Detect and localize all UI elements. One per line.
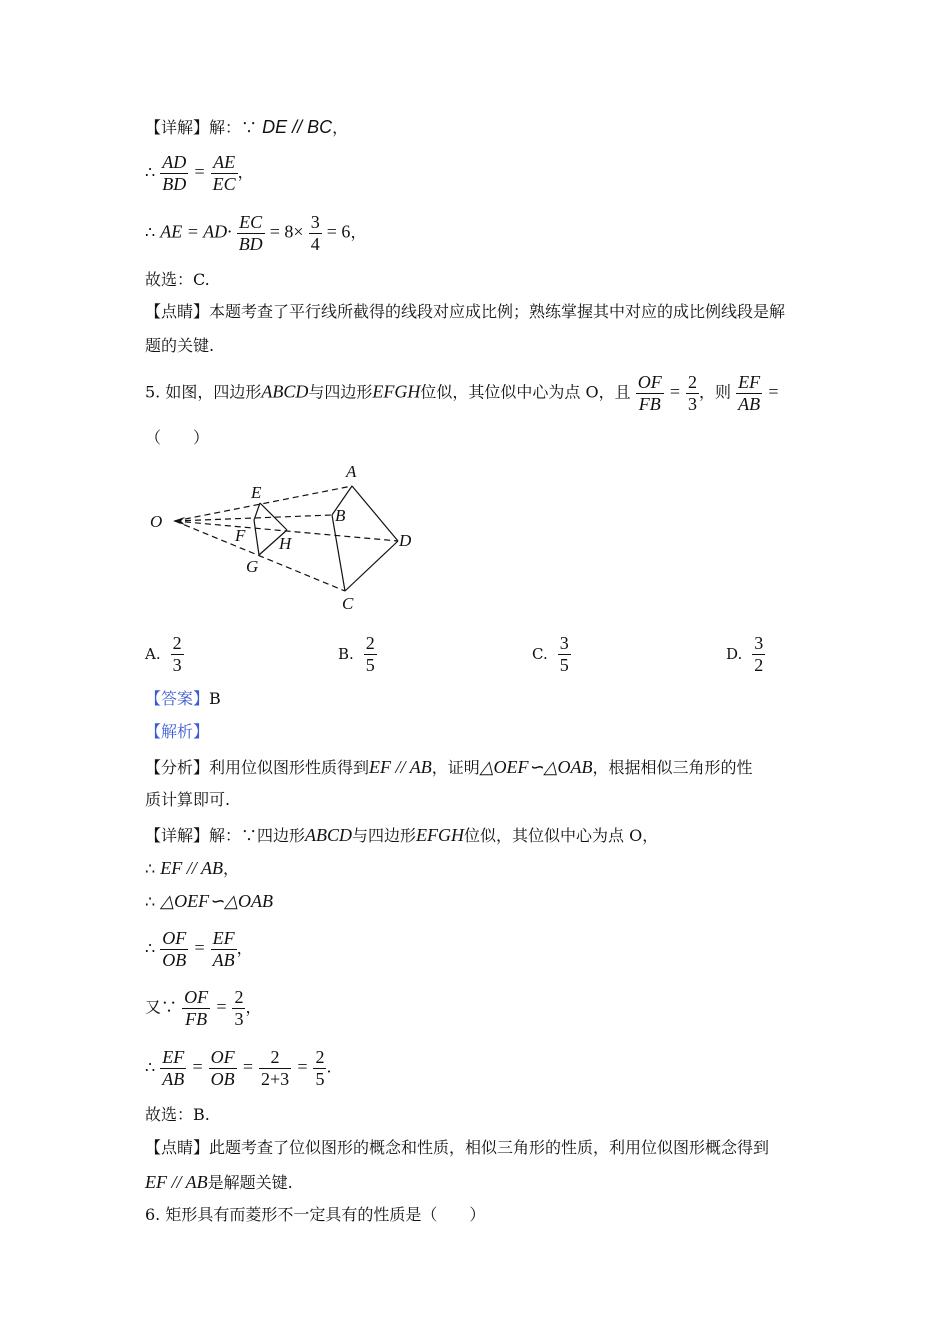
option-label: C. bbox=[532, 645, 548, 664]
comma: ， bbox=[350, 222, 367, 242]
denominator: FB bbox=[638, 393, 661, 414]
denominator: 2 bbox=[754, 654, 764, 675]
denominator: 3 bbox=[688, 393, 698, 414]
answer-paren: （ ） bbox=[145, 428, 210, 447]
quad-efgh: EFGH bbox=[416, 825, 465, 845]
detail5-line4 bbox=[145, 928, 253, 970]
therefore-symbol: ∴ bbox=[145, 938, 156, 958]
fenxi-line1 bbox=[145, 758, 752, 776]
equals-sign: = bbox=[767, 381, 780, 402]
denominator: OB bbox=[162, 949, 187, 970]
side-fg bbox=[254, 520, 259, 555]
numerator: OF bbox=[637, 372, 662, 392]
therefore-symbol: ∴ bbox=[145, 162, 156, 182]
option-c[interactable] bbox=[532, 633, 571, 675]
numerator: OF bbox=[210, 1047, 235, 1067]
stem-text: 矩形具有而菱形不一定具有的性质是（ ） bbox=[165, 1205, 486, 1224]
fraction-of-fb bbox=[182, 987, 210, 1029]
label-a: A bbox=[346, 462, 357, 481]
quad-efgh: EFGH bbox=[372, 381, 421, 402]
analysis-tag: 【解析】 bbox=[145, 722, 210, 741]
stem-text: 如图，四边形 bbox=[165, 382, 262, 402]
denominator: 5 bbox=[315, 1068, 325, 1089]
option-b[interactable] bbox=[338, 633, 377, 675]
expr-ae-ad: AE = AD· bbox=[160, 221, 232, 242]
option-label: D. bbox=[726, 645, 743, 664]
ray-oc bbox=[175, 521, 345, 591]
numerator: 2 bbox=[688, 372, 698, 392]
hint-tag: 【点睛】 bbox=[145, 302, 210, 321]
fraction-2-over-2-plus-3 bbox=[259, 1047, 291, 1089]
numerator: OF bbox=[162, 928, 187, 948]
therefore-symbol: ∴ bbox=[145, 1057, 156, 1077]
label-f: F bbox=[235, 526, 246, 545]
numerator: 2 bbox=[259, 1047, 291, 1069]
similar-triangles: △OEF∽△OAB bbox=[479, 757, 593, 777]
fraction-ae-ec bbox=[211, 152, 238, 194]
detail5-line6 bbox=[145, 1047, 332, 1089]
hint-prev-line2: 题的关键. bbox=[145, 336, 215, 355]
denominator: BD bbox=[162, 173, 187, 194]
fenxi-text: ，根据相似三角形的性 bbox=[592, 758, 753, 777]
denominator: FB bbox=[185, 1008, 208, 1029]
parallel-ef-ab: EF // AB bbox=[369, 757, 432, 777]
detail-text: 与四边形 bbox=[352, 826, 417, 845]
fraction-ef-ab bbox=[211, 928, 237, 970]
answer-tag: 【答案】 bbox=[145, 689, 210, 708]
hint-prev-line1 bbox=[145, 304, 785, 320]
denominator: AB bbox=[212, 949, 235, 970]
numerator: 2 bbox=[234, 987, 244, 1007]
option-fraction bbox=[364, 633, 377, 675]
denominator: 3 bbox=[172, 654, 182, 675]
numerator: EF bbox=[212, 928, 235, 948]
fraction-of-fb bbox=[636, 372, 664, 414]
answer-line bbox=[145, 691, 221, 707]
numerator: 3 bbox=[559, 633, 569, 653]
stem-text: 与四边形 bbox=[308, 382, 373, 402]
hint-text: 本题考查了平行线所截得的线段对应成比例；熟练掌握其中对应的成比例线段是解 bbox=[209, 302, 786, 321]
equals-sign: = bbox=[215, 996, 228, 1017]
numerator: OF bbox=[184, 987, 209, 1007]
fraction-ec-bd bbox=[237, 212, 265, 254]
option-fraction bbox=[752, 633, 765, 675]
option-a[interactable] bbox=[145, 633, 184, 675]
numerator: AD bbox=[162, 152, 187, 172]
choose-c: 故选：C. bbox=[145, 270, 210, 289]
numerator: 2 bbox=[172, 633, 182, 653]
hint-text: 是解题关键. bbox=[207, 1173, 293, 1192]
expr-result: = 6 bbox=[326, 221, 351, 242]
fraction-ad-bd bbox=[160, 152, 188, 194]
equals-sign: = bbox=[191, 1056, 204, 1077]
calc-line bbox=[145, 212, 366, 254]
option-fraction bbox=[558, 633, 571, 675]
label-c: C bbox=[342, 594, 354, 613]
equals-sign: = bbox=[296, 1056, 309, 1077]
parallel-ef-ab: EF // AB bbox=[145, 1172, 208, 1192]
fraction-2-5 bbox=[313, 1047, 326, 1089]
question-number: 5. bbox=[145, 382, 161, 402]
label-g: G bbox=[246, 557, 259, 576]
fraction-ef-ab bbox=[736, 372, 762, 414]
fraction-ef-ab bbox=[160, 1047, 186, 1089]
fenxi-text: ，证明 bbox=[431, 758, 480, 777]
equals-sign: = bbox=[668, 381, 681, 402]
comma: ， bbox=[245, 997, 262, 1017]
numerator: 3 bbox=[754, 633, 764, 653]
denominator: 3 bbox=[234, 1008, 244, 1029]
denominator: 5 bbox=[365, 654, 375, 675]
option-label: B. bbox=[338, 645, 354, 664]
therefore-symbol: ∴ bbox=[145, 222, 156, 242]
equals-sign: = bbox=[193, 937, 206, 958]
stem-text: ，则 bbox=[699, 382, 732, 402]
choose-b: 故选：B. bbox=[145, 1105, 210, 1124]
denominator: AB bbox=[162, 1068, 185, 1089]
numerator: AE bbox=[211, 152, 238, 174]
option-d[interactable] bbox=[726, 633, 765, 675]
label-o: O bbox=[150, 512, 163, 531]
detail5-line2 bbox=[145, 859, 239, 877]
fenxi-text: 利用位似图形性质得到 bbox=[209, 758, 370, 777]
hint5-line2 bbox=[145, 1173, 293, 1191]
fenxi-tag: 【分析】 bbox=[145, 758, 210, 777]
fraction-3-4 bbox=[309, 212, 322, 254]
comma: ， bbox=[222, 859, 239, 878]
therefore-symbol: ∴ bbox=[145, 892, 156, 911]
detail-text: 解：∵四边形 bbox=[209, 826, 306, 845]
side-da bbox=[352, 486, 398, 541]
stem-text: 位似，其位似中心为点 O，且 bbox=[420, 382, 631, 402]
denominator: OB bbox=[210, 1068, 235, 1089]
equals-sign: = bbox=[241, 1056, 254, 1077]
answer-value: B bbox=[209, 689, 221, 708]
similar-triangles: △OEF∽△OAB bbox=[160, 891, 274, 911]
comma: ， bbox=[237, 162, 254, 182]
detail-tag: 【详解】 bbox=[145, 826, 210, 845]
quad-abcd: ABCD bbox=[261, 381, 309, 402]
label-h: H bbox=[279, 534, 292, 553]
option-fraction bbox=[171, 633, 184, 675]
therefore-symbol: ∴ bbox=[145, 859, 156, 878]
denominator: BD bbox=[238, 233, 263, 254]
label-b: B bbox=[335, 506, 346, 525]
option-label: A. bbox=[145, 645, 161, 664]
fenxi-line2: 质计算即可. bbox=[145, 790, 231, 809]
detail-tag: 【详解】 bbox=[145, 118, 210, 137]
numerator: EC bbox=[237, 212, 265, 234]
hint5-line1 bbox=[145, 1140, 769, 1156]
label-d: D bbox=[399, 531, 412, 550]
period: . bbox=[326, 1057, 332, 1077]
fraction-2-3 bbox=[232, 987, 245, 1029]
homothety-figure bbox=[145, 455, 435, 615]
fraction-of-ob bbox=[160, 928, 188, 970]
question-number: 6. bbox=[145, 1205, 161, 1224]
denominator: EC bbox=[212, 173, 236, 194]
hint-tag: 【点睛】 bbox=[145, 1138, 210, 1157]
denominator: 2+3 bbox=[260, 1068, 290, 1089]
ratio-line bbox=[145, 152, 254, 194]
question-5-stem bbox=[145, 372, 779, 414]
detail5-line3 bbox=[145, 892, 273, 910]
numerator: 2 bbox=[315, 1047, 325, 1067]
premise-de-bc: DE // BC bbox=[262, 117, 333, 137]
side-he bbox=[260, 503, 287, 530]
detail5-line1 bbox=[145, 826, 658, 844]
denominator: AB bbox=[738, 393, 761, 414]
fraction-of-ob bbox=[209, 1047, 237, 1089]
label-e: E bbox=[251, 483, 262, 502]
hint-text: 此题考查了位似图形的概念和性质，相似三角形的性质，利用位似图形概念得到 bbox=[209, 1138, 770, 1157]
side-cd bbox=[345, 541, 398, 591]
detail-prev-line bbox=[145, 118, 348, 136]
detail-lead: 解：∵ bbox=[209, 118, 258, 137]
comma: ， bbox=[332, 118, 349, 137]
equals-sign: = bbox=[193, 161, 206, 182]
numerator: EF bbox=[162, 1047, 185, 1067]
numerator: 2 bbox=[365, 633, 375, 653]
side-bc bbox=[332, 515, 345, 591]
quad-abcd: ABCD bbox=[305, 825, 353, 845]
denominator: 5 bbox=[559, 654, 569, 675]
numerator: EF bbox=[738, 372, 761, 392]
fraction-2-3 bbox=[686, 372, 699, 414]
arrow-tip-icon bbox=[173, 517, 185, 525]
detail-text: 位似，其位似中心为点 O， bbox=[464, 826, 659, 845]
parallel-ef-ab: EF // AB bbox=[160, 858, 223, 878]
again-since: 又∵ bbox=[145, 997, 178, 1017]
expr-times-8: = 8× bbox=[269, 221, 304, 242]
denominator: 4 bbox=[310, 233, 320, 254]
detail5-line5 bbox=[145, 987, 261, 1029]
question-6-stem bbox=[145, 1207, 485, 1223]
numerator: 3 bbox=[310, 212, 320, 232]
comma: ， bbox=[236, 938, 253, 958]
